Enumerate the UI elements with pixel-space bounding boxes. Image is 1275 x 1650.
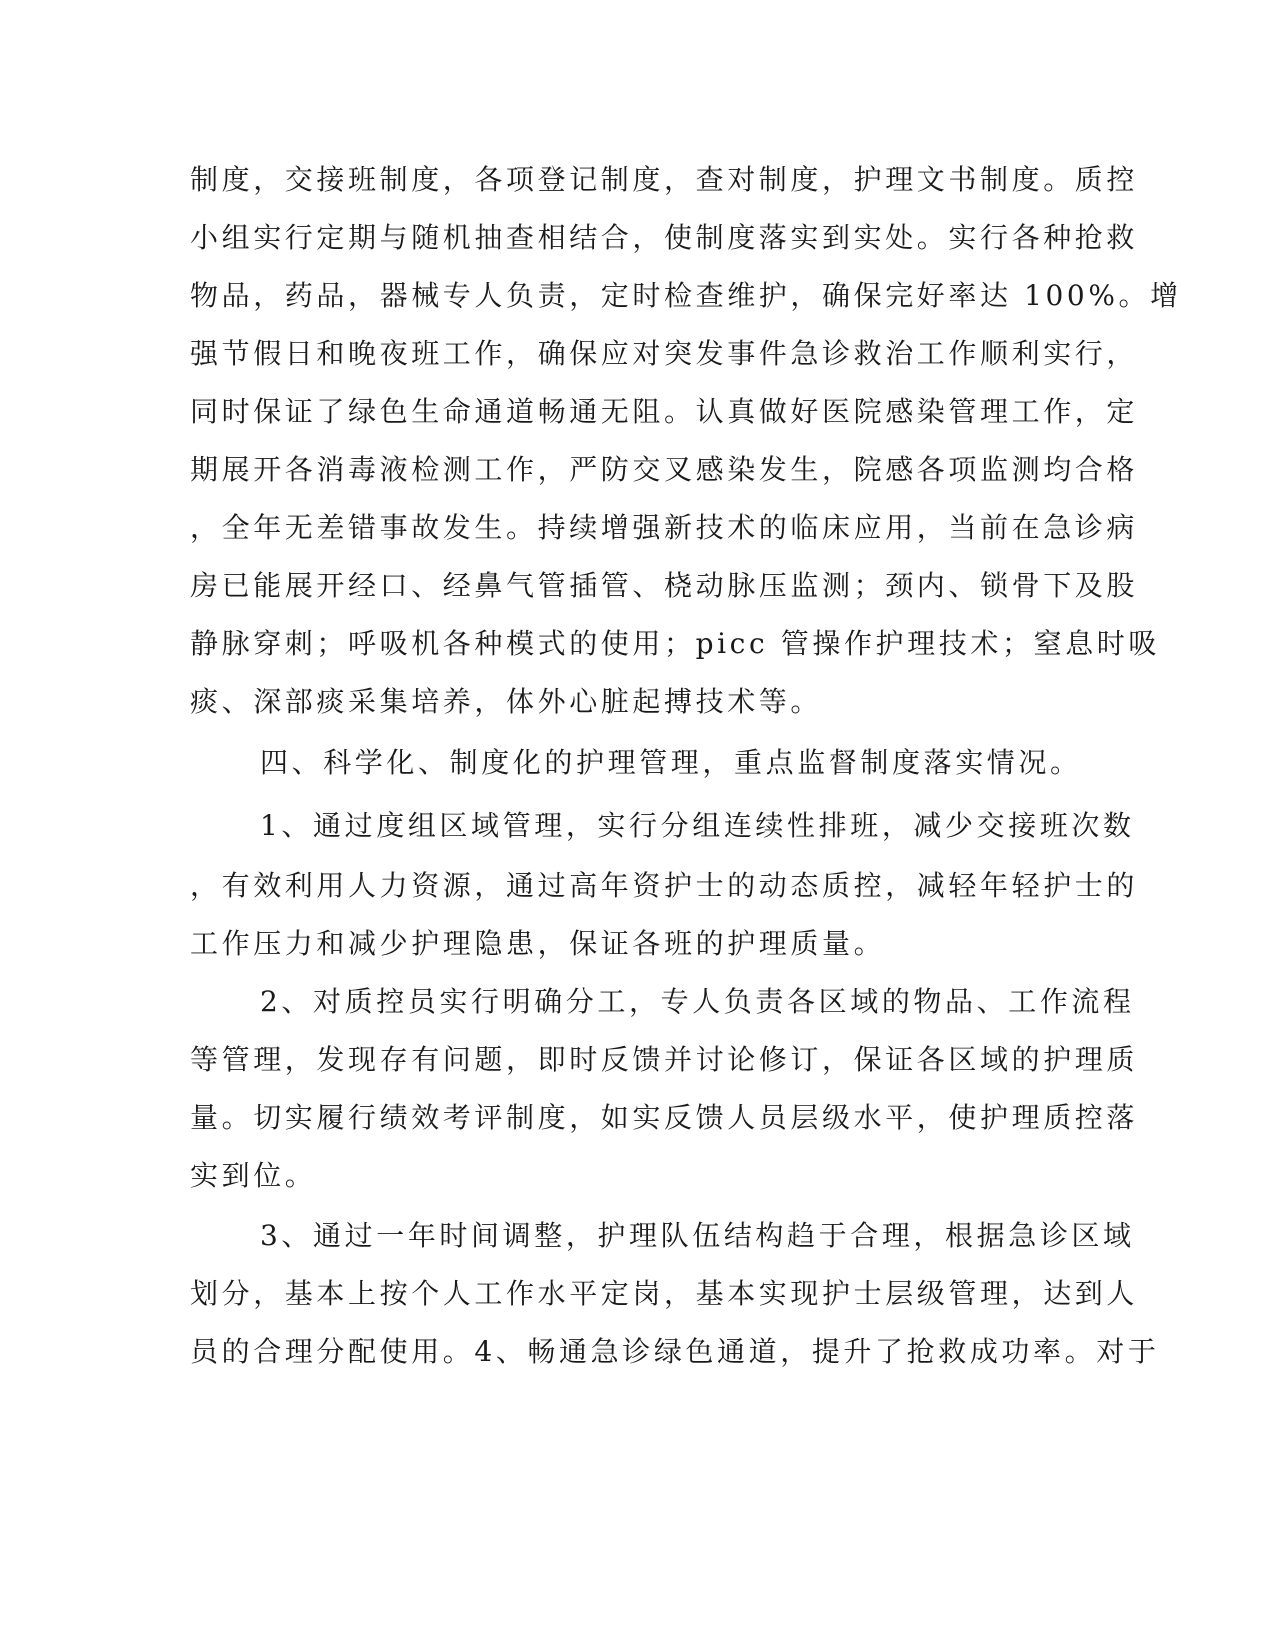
text-line: 划分，基本上按个人工作水平定岗，基本实现护士层级管理，达到人: [190, 1277, 1139, 1310]
text-line: 强节假日和晚夜班工作，确保应对突发事件急诊救治工作顺利实行，: [190, 337, 1139, 370]
text-line: 员的合理分配使用。4、畅通急诊绿色通道，提升了抢救成功率。对于: [190, 1335, 1160, 1368]
text-line: 同时保证了绿色生命通道畅通无阻。认真做好医院感染管理工作，定: [190, 395, 1139, 428]
text-line: ，全年无差错事故发生。持续增强新技术的临床应用，当前在急诊病: [190, 511, 1139, 544]
text-line: 实到位。: [190, 1159, 317, 1192]
text-line: 等管理，发现存有问题，即时反馈并讨论修订，保证各区域的护理质: [190, 1043, 1139, 1076]
text-line: 量。切实履行绩效考评制度，如实反馈人员层级水平，使护理质控落: [190, 1101, 1139, 1134]
text-line: 期展开各消毒液检测工作，严防交叉感染发生，院感各项监测均合格: [190, 453, 1139, 486]
text-line: 物品，药品，器械专人负责，定时检查维护，确保完好率达 100%。增: [190, 279, 1182, 312]
text-line: 1、通过度组区域管理，实行分组连续性排班，减少交接班次数: [260, 809, 1135, 842]
text-line: 痰、深部痰采集培养，体外心脏起搏技术等。: [190, 685, 823, 718]
text-line: 制度，交接班制度，各项登记制度，查对制度，护理文书制度。质控: [190, 163, 1139, 196]
text-line: 工作压力和减少护理隐患，保证各班的护理质量。: [190, 927, 886, 960]
text-line: 小组实行定期与随机抽查相结合，使制度落实到实处。实行各种抢救: [190, 221, 1139, 254]
section-heading: 四、科学化、制度化的护理管理，重点监督制度落实情况。: [260, 746, 1082, 779]
text-line: 2、对质控员实行明确分工，专人负责各区域的物品、工作流程: [260, 985, 1135, 1018]
text-line: 房已能展开经口、经鼻气管插管、桡动脉压监测；颈内、锁骨下及股: [190, 569, 1139, 602]
text-line: 静脉穿刺；呼吸机各种模式的使用；picc 管操作护理技术；窒息时吸: [190, 627, 1160, 660]
text-line: 3、通过一年时间调整，护理队伍结构趋于合理，根据急诊区域: [260, 1219, 1135, 1252]
text-line: ，有效利用人力资源，通过高年资护士的动态质控，减轻年轻护士的: [190, 869, 1139, 902]
